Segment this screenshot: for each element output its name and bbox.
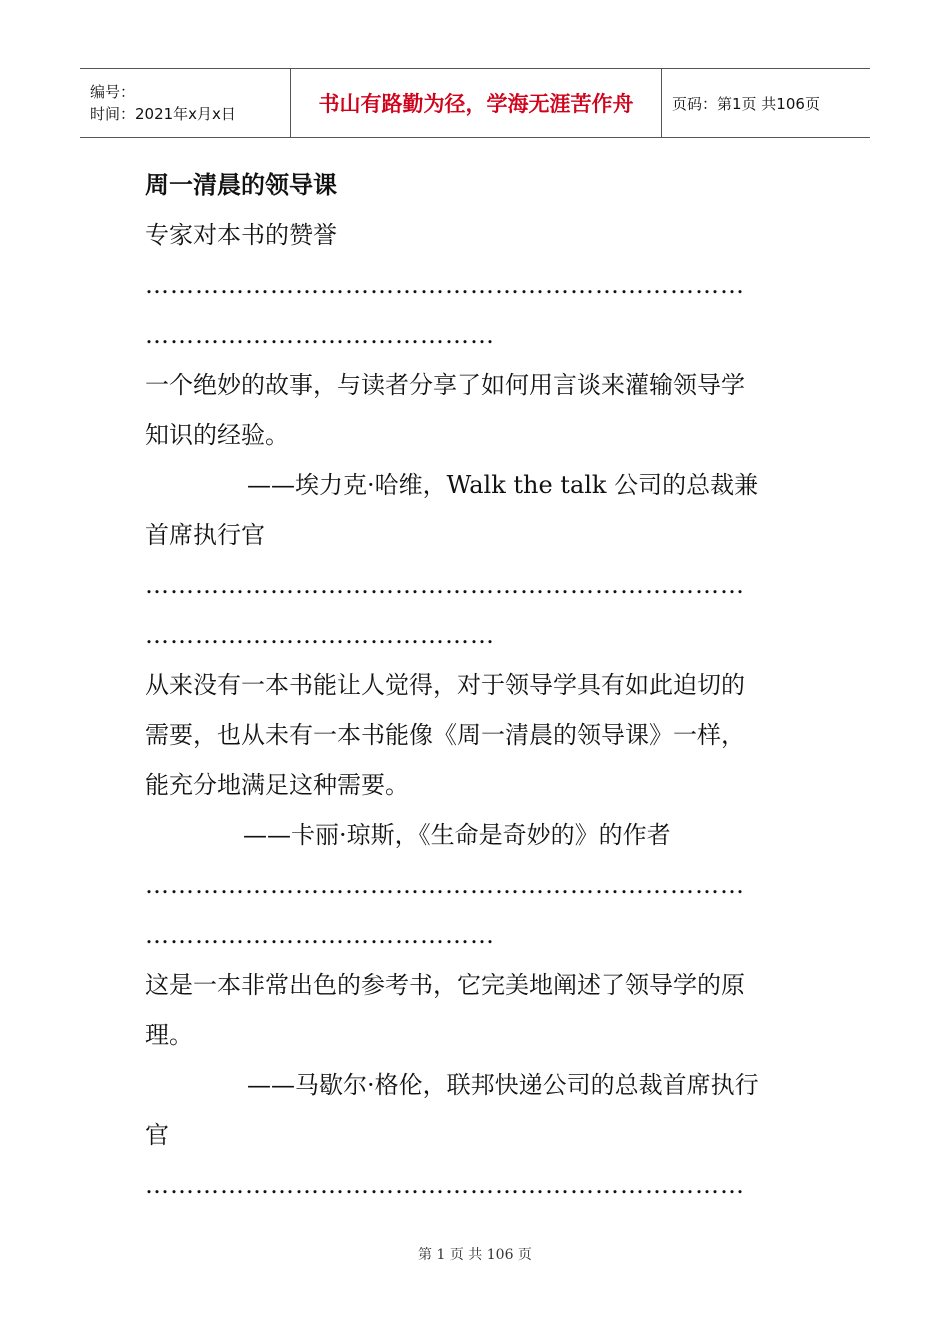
- date-label: 时间：2021年x月x日: [90, 105, 236, 123]
- quote-3-line-2: 理。: [145, 1021, 193, 1049]
- dot-leader-short: ……………………………………: [145, 621, 495, 649]
- document-header: [80, 68, 870, 138]
- header-page-info: 页码：第1页 共106页: [672, 94, 820, 113]
- book-title: 周一清晨的领导课: [145, 170, 337, 199]
- page-footer: 第 1 页 共 106 页: [418, 1247, 532, 1263]
- dot-leader-short: ……………………………………: [145, 321, 495, 349]
- dot-leader-long: ………………………………………………………………: [145, 571, 745, 599]
- attribution-2: ——卡丽·琼斯，《生命是奇妙的》的作者: [243, 821, 671, 849]
- document-body: [145, 160, 810, 1210]
- quote-3-line-1: 这是一本非常出色的参考书，它完美地阐述了领导学的原: [145, 971, 745, 999]
- attribution-1-line-1: ——埃力克·哈维，Walk the talk 公司的总裁兼: [247, 471, 759, 499]
- quote-2-line-1: 从来没有一本书能让人觉得，对于领导学具有如此迫切的: [145, 671, 745, 699]
- dot-leader-long: ………………………………………………………………: [145, 871, 745, 899]
- quote-1-line-2: 知识的经验。: [145, 421, 289, 449]
- dot-leader-short: ……………………………………: [145, 921, 495, 949]
- section-subtitle: 专家对本书的赞誉: [145, 221, 337, 249]
- header-motto: 书山有路勤为径，学海无涯苦作舟: [291, 69, 662, 137]
- quote-2-line-3: 能充分地满足这种需要。: [145, 771, 409, 799]
- quote-1-line-1: 一个绝妙的故事，与读者分享了如何用言谈来灌输领导学: [145, 371, 745, 399]
- code-label: 编号：: [90, 83, 136, 101]
- attribution-3-line-2: 官: [145, 1121, 169, 1149]
- header-meta: [80, 69, 291, 137]
- dot-leader-long: ………………………………………………………………: [145, 1171, 745, 1199]
- quote-2-line-2: 需要，也从未有一本书能像《周一清晨的领导课》一样，: [145, 721, 745, 749]
- attribution-1-line-2: 首席执行官: [145, 521, 265, 549]
- attribution-3-line-1: ——马歇尔·格伦，联邦快递公司的总裁首席执行: [247, 1071, 759, 1099]
- dot-leader-long: ………………………………………………………………: [145, 271, 745, 299]
